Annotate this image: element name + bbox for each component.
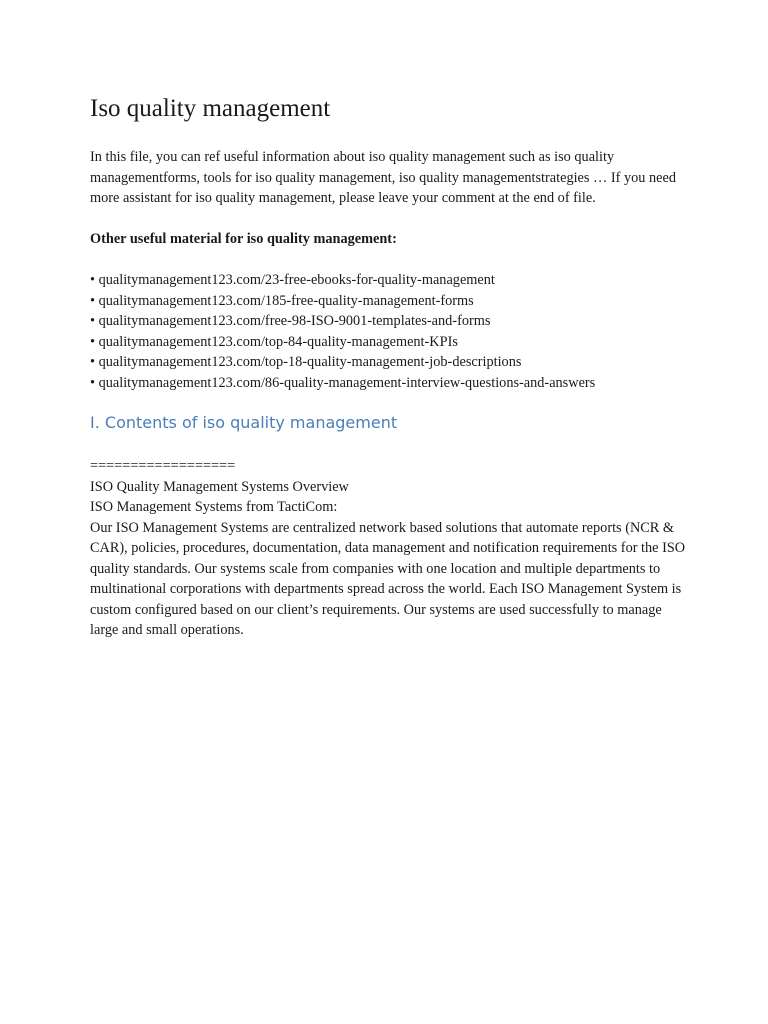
section-heading: I. Contents of iso quality management (90, 413, 398, 432)
intro-paragraph: In this file, you can ref useful information about iso quality management such as iso quality managementforms, tools for iso quality management, iso quality managementstrategies … If you need more assistant for iso quality management, please leave your comment at the end of file. (90, 149, 677, 207)
link-item-ebooks[interactable]: • qualitymanagement123.com/23-free-ebooks-for-quality-management (90, 272, 495, 288)
link-item-interview-questions[interactable]: • qualitymanagement123.com/86-quality-management-interview-questions-and-answers (90, 374, 596, 391)
contents-line-overview: ISO Quality Management Systems Overview (90, 478, 349, 495)
link-item-iso-templates[interactable]: • qualitymanagement123.com/free-98-ISO-9001-templates-and-forms (90, 313, 491, 330)
link-item-job-descriptions[interactable]: • qualitymanagement123.com/top-18-quality-management-job-descriptions (90, 354, 522, 371)
contents-paragraph: Our ISO Management Systems are centralized network based solutions that automate reports (NCR & CAR), policies, procedures, documentation, data management and notification requirements for the ISO quality standards. Our systems scale from companies with one location and multiple departments to multinational corporations with departments spread across the world. Each ISO Management System is custom configured based on our client’s requirements. Our systems are used successfully to manage large and small operations. (90, 519, 686, 638)
link-item-forms[interactable]: • qualitymanagement123.com/185-free-quality-management-forms (90, 292, 474, 309)
contents-section (90, 456, 690, 641)
contents-line-tacticom: ISO Management Systems from TactiCom: (90, 499, 338, 515)
page-title: Iso quality management (90, 95, 331, 122)
material-heading: Other useful material for iso quality management: (90, 231, 397, 247)
separator-line: ================== (90, 458, 236, 474)
link-item-kpis[interactable]: • qualitymanagement123.com/top-84-quality-management-KPIs (90, 333, 458, 350)
useful-links-list (90, 270, 595, 394)
